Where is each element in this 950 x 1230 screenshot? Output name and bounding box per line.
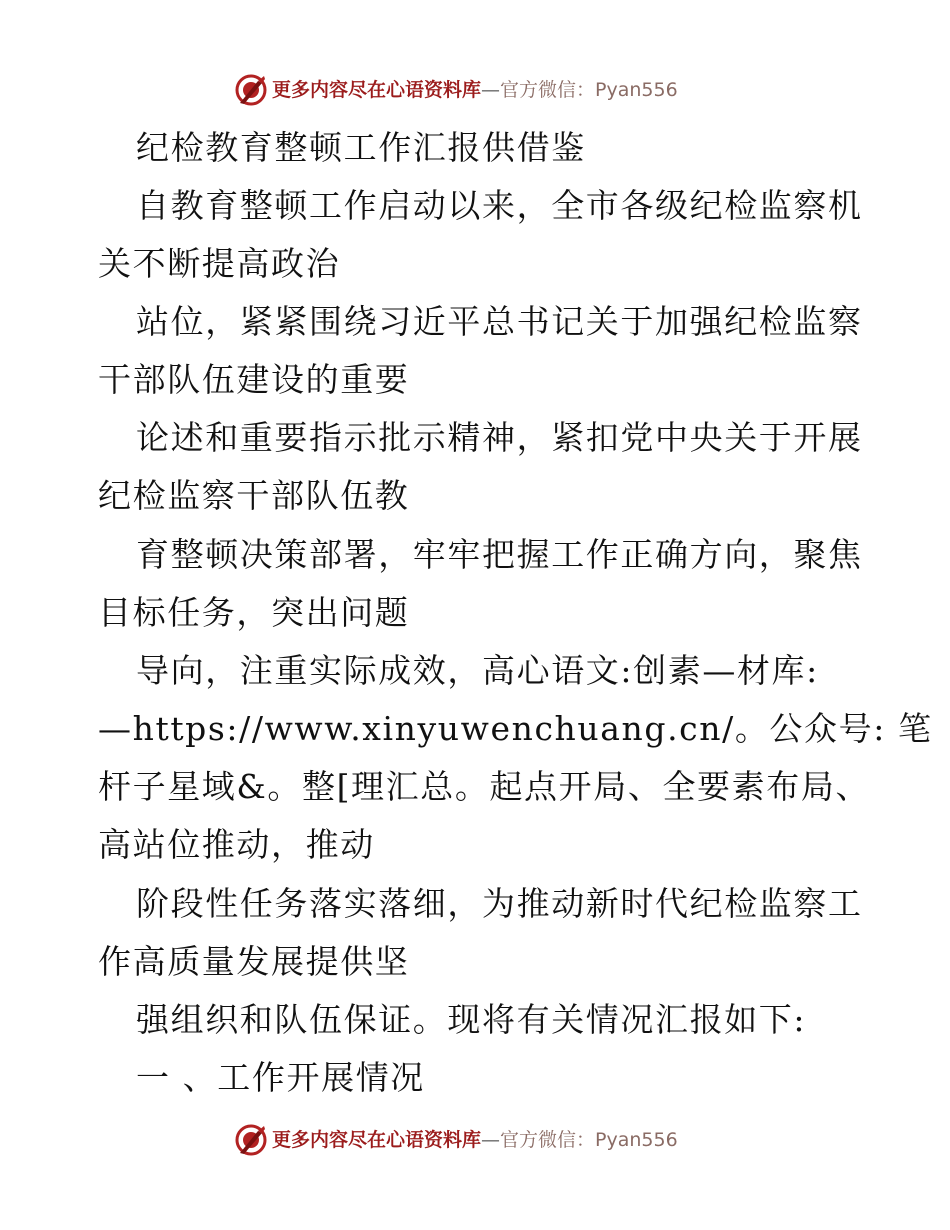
text-line: 自教育整顿工作启动以来，全市各级纪检监察机 [136, 186, 863, 225]
text-line: 导向，注重实际成效，高心语文:创素—材库: [136, 651, 819, 690]
banner-wechat: 官方微信：Pyan556 [500, 1129, 678, 1151]
text-line: 阶段性任务落实落细，为推动新时代纪检监察工 [136, 884, 863, 923]
header-banner [0, 70, 950, 110]
text-line: 论述和重要指示批示精神，紧扣党中央关于开展 [136, 418, 863, 457]
text-line: 育整顿决策部署，牢牢把握工作正确方向，聚焦 [136, 535, 863, 574]
banner-brand: 更多内容尽在心语资料库 [272, 1129, 482, 1151]
section-heading: 一 、工作开展情况 [136, 1058, 425, 1097]
text-line: 作高质量发展提供坚 [98, 942, 410, 981]
quill-seal-icon [234, 73, 268, 107]
banner-separator: — [481, 79, 501, 101]
text-line: 关不断提高政治 [98, 244, 341, 283]
text-line: 高站位推动，推动 [98, 825, 375, 864]
footer-banner [0, 1120, 950, 1160]
text-line: 杆子星域&。整[理汇总。起点开局、全要素布局、 [98, 767, 871, 806]
quill-seal-icon [234, 1123, 268, 1157]
banner-wechat: 官方微信：Pyan556 [500, 79, 678, 101]
banner-brand: 更多内容尽在心语资料库 [272, 79, 482, 101]
text-line: 干部队伍建设的重要 [98, 360, 410, 399]
banner-separator: — [481, 1129, 501, 1151]
text-line: 强组织和队伍保证。现将有关情况汇报如下: [136, 1000, 807, 1039]
document-title: 纪检教育整顿工作汇报供借鉴 [136, 128, 586, 167]
banner-text [272, 78, 678, 102]
banner-text [272, 1128, 678, 1152]
text-line: 站位，紧紧围绕习近平总书记关于加强纪检监察 [136, 302, 863, 341]
text-line: 纪检监察干部队伍教 [98, 476, 410, 515]
text-line: 目标任务，突出问题 [98, 593, 410, 632]
text-line: —https://www.xinyuwenchuang.cn/。公众号: 笔 [98, 709, 933, 748]
